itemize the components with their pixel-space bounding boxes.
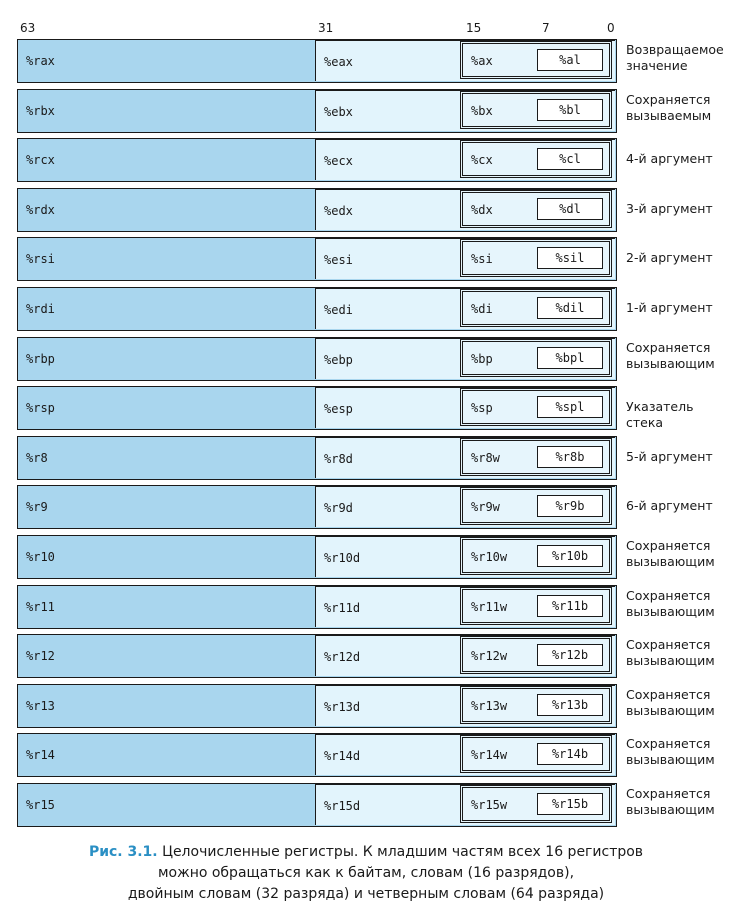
register-16-name: %ax [471,54,493,68]
register-description [626,340,730,372]
register-64bit [17,337,617,381]
register-description-line: Сохраняется [626,736,711,751]
register-row [17,188,617,232]
register-16-name: %si [471,252,493,266]
register-description [626,687,730,719]
register-64-name: %r15 [26,798,55,812]
register-row [17,535,617,579]
register-description [626,300,730,316]
register-64-name: %rcx [26,153,55,167]
register-64bit [17,535,617,579]
register-16bit [462,93,610,127]
register-32-name: %r14d [324,749,361,763]
register-8-name: %r13b [551,698,589,712]
register-32-name: %ebp [324,353,353,367]
register-16bit [462,192,610,226]
register-8bit [537,793,603,815]
register-64-name: %r11 [26,600,55,614]
register-32-name: %r9d [324,501,353,515]
register-8-name: %bl [559,103,581,117]
register-row [17,585,617,629]
register-64-name: %r13 [26,699,55,713]
register-8bit [537,644,603,666]
register-row [17,634,617,678]
register-row [17,783,617,827]
register-description-line: Сохраняется [626,637,711,652]
register-8-name: %r10b [551,549,589,563]
register-64bit [17,634,617,678]
register-32-name: %edx [324,204,353,218]
register-32-name: %edi [324,303,353,317]
register-8bit [537,595,603,617]
register-description-line: вызывающим [626,802,715,817]
register-32-name: %r11d [324,601,361,615]
register-64-name: %rdx [26,203,55,217]
bit-label-7: 7 [542,21,550,35]
register-8bit [537,297,603,319]
register-description-line: Указатель стека [626,399,694,430]
register-8-name: %bpl [555,351,585,365]
register-description-line: Сохраняется [626,538,711,553]
caption-line-3: двойным словам (32 разряда) и четверным словам (64 разряда) [127,886,605,902]
register-description [626,498,730,514]
bit-label-63: 63 [20,21,36,35]
register-32-name: %esi [324,253,353,267]
figure-caption [0,842,732,905]
register-16bit [462,291,610,325]
bit-label-0: 0 [607,21,615,35]
register-description-line: вызывающим [626,752,715,767]
register-description-line: Возвращаемое [626,42,724,57]
register-8bit [537,247,603,269]
register-64bit [17,287,617,331]
register-8-name: %cl [559,152,581,166]
register-16-name: %r11w [471,600,508,614]
register-64-name: %r10 [26,550,55,564]
register-16bit [462,390,610,424]
register-64bit [17,783,617,827]
register-64bit [17,138,617,182]
register-8-name: %sil [555,251,585,265]
register-8bit [537,694,603,716]
register-description [626,42,730,74]
register-description-line: 1-й аргумент [626,300,713,315]
register-8bit [537,148,603,170]
register-16bit [462,142,610,176]
register-description-line: вызывающим [626,554,715,569]
register-description-line: 4-й аргумент [626,151,713,166]
register-64bit [17,436,617,480]
register-description-line: значение [626,58,688,73]
register-8bit [537,99,603,121]
register-16-name: %sp [471,401,493,415]
register-description [626,786,730,818]
caption-line-2: можно обращаться как к байтам, словам (16 разрядов), [157,865,575,881]
register-16-name: %cx [471,153,493,167]
register-16bit [462,241,610,275]
caption-line-1 [0,842,732,863]
register-32-name: %ebx [324,105,353,119]
register-16-name: %dx [471,203,493,217]
register-row [17,89,617,133]
register-8-name: %al [559,53,581,67]
register-description-line: Сохраняется [626,340,711,355]
register-description [626,538,730,570]
register-32-name: %r10d [324,551,361,565]
register-8-name: %r9b [555,499,585,513]
register-8-name: %r14b [551,747,589,761]
register-16bit [462,787,610,821]
register-64-name: %r14 [26,748,55,762]
register-16-name: %bx [471,104,493,118]
register-64bit [17,188,617,232]
register-8bit [537,49,603,71]
register-description-line: Сохраняется [626,786,711,801]
caption-text-1: Целочисленные регистры. К младшим частям всех 16 регистров [162,844,644,860]
register-32-name: %eax [324,55,353,69]
register-64-name: %rbp [26,352,55,366]
register-16bit [462,489,610,523]
register-64-name: %rbx [26,104,55,118]
register-8bit [537,743,603,765]
register-8-name: %spl [555,400,585,414]
register-row [17,138,617,182]
register-description-line: 2-й аргумент [626,250,713,265]
register-64-name: %r9 [26,500,48,514]
register-32-name: %r15d [324,799,361,813]
register-description-line: вызываемым [626,108,712,123]
register-description [626,588,730,620]
register-description-line: Сохраняется [626,687,711,702]
register-16-name: %r8w [471,451,500,465]
register-8bit [537,446,603,468]
register-description [626,637,730,669]
register-16-name: %bp [471,352,493,366]
register-16-name: %r15w [471,798,508,812]
register-64-name: %rsi [26,252,55,266]
register-description-line: вызывающим [626,653,715,668]
register-8bit [537,545,603,567]
register-8-name: %dil [555,301,585,315]
register-row [17,237,617,281]
register-32-name: %ecx [324,154,353,168]
register-16bit [462,43,610,77]
register-description-line: Сохраняется [626,92,711,107]
register-description-line: 3-й аргумент [626,201,713,216]
register-description [626,399,730,431]
register-16-name: %r13w [471,699,508,713]
register-row [17,436,617,480]
register-64-name: %r12 [26,649,55,663]
register-description-line: 5-й аргумент [626,449,713,464]
register-8bit [537,396,603,418]
bit-label-15: 15 [466,21,482,35]
register-8-name: %r12b [551,648,589,662]
register-description [626,92,730,124]
register-16bit [462,341,610,375]
register-16-name: %r9w [471,500,500,514]
register-8-name: %r11b [551,599,589,613]
register-description-line: вызывающим [626,703,715,718]
register-64-name: %rsp [26,401,55,415]
register-32-name: %esp [324,402,353,416]
register-16bit [462,589,610,623]
register-description [626,151,730,167]
register-8bit [537,495,603,517]
register-description [626,250,730,266]
register-64bit [17,386,617,430]
register-row [17,39,617,83]
register-description [626,449,730,465]
register-8-name: %r15b [551,797,589,811]
register-64bit [17,485,617,529]
register-16bit [462,737,610,771]
register-row [17,386,617,430]
register-64bit [17,585,617,629]
register-64bit [17,684,617,728]
register-16-name: %r14w [471,748,508,762]
register-64-name: %r8 [26,451,48,465]
register-description-line: вызывающим [626,604,715,619]
register-8-name: %r8b [555,450,585,464]
register-row [17,485,617,529]
register-16bit [462,638,610,672]
register-64bit [17,237,617,281]
register-row [17,733,617,777]
register-64bit [17,39,617,83]
register-64bit [17,89,617,133]
register-8bit [537,347,603,369]
register-row [17,684,617,728]
register-8-name: %dl [559,202,581,216]
register-16-name: %di [471,302,493,316]
register-description-line: 6-й аргумент [626,498,713,513]
register-16bit [462,440,610,474]
register-32-name: %r13d [324,700,361,714]
register-32-name: %r8d [324,452,353,466]
register-16-name: %r12w [471,649,508,663]
register-64bit [17,733,617,777]
register-16bit [462,688,610,722]
register-description [626,736,730,768]
register-16-name: %r10w [471,550,508,564]
register-64-name: %rax [26,54,55,68]
bit-label-31: 31 [318,21,334,35]
register-32-name: %r12d [324,650,361,664]
register-row [17,337,617,381]
register-row [17,287,617,331]
register-8bit [537,198,603,220]
figure-label: Рис. 3.1. [88,844,158,860]
register-16bit [462,539,610,573]
register-description-line: вызывающим [626,356,715,371]
register-description-line: Сохраняется [626,588,711,603]
register-64-name: %rdi [26,302,55,316]
register-description [626,201,730,217]
